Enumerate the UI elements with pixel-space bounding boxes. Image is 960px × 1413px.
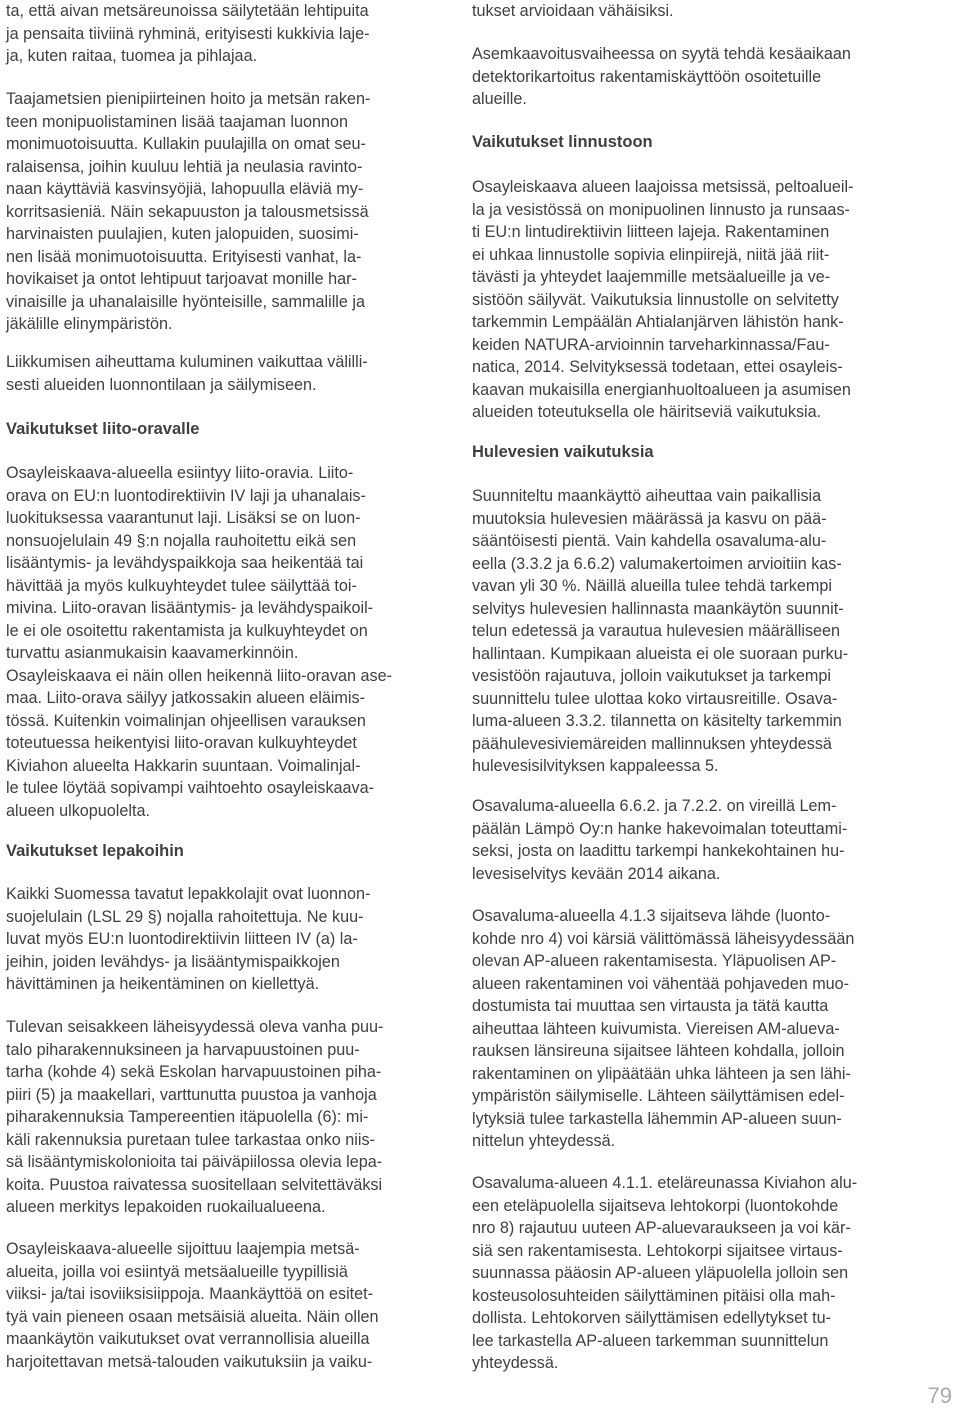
paragraph [6,883,426,996]
section-heading-bats [6,840,426,863]
paragraph [6,1238,426,1373]
paragraph-text: ta, että aivan metsäreunoissa säilytetään lehtipuita ja pensaita tiiviinä ryhminä, erityisesti kukkivia laje- ja, kuten raitaa, tuomea ja pihlajaa. [6,2,370,65]
section-heading-text: Hulevesien vaikutuksia [472,443,654,461]
paragraph [472,795,904,885]
paragraph-text: Osavaluma-alueella 6.6.2. ja 7.2.2. on vireillä Lem- päälän Lämpö Oy:n hanke hakevoimalan toteuttami- seksi, josta on laadittu tarkempi hankekohtainen hu- levesiselvitys kevään 2014 aikana. [472,797,848,883]
section-heading-flying-squirrel [6,418,426,441]
paragraph-text: tukset arvioidaan vähäisiksi. [472,2,674,20]
paragraph-text: Taajametsien pienipiirteinen hoito ja metsän raken- teen monipuolistaminen lisää taajaman luonnon monimuotoisuutta. Kullakin puulajilla on omat seu- ralaisensa, joihin kuuluu lehtiä ja neulasia ravinto- naan käyttäviä kasvinsyöjiä, lahopuulla eläviä my- korritsasieniä. Näin sekapuuston ja talousmetsissä harvinaisten puulajien, kuten jalopuiden, suosimi- nen lisää monimuotoisuutta. Erityisesti vanhat, la- hovikaiset ja ontot lehtipuut tarjoavat monille har- vinaisille ja uhanalaisille hyönteisille, sammalille ja jäkälille elinympäristön. [6,90,371,333]
paragraph [6,0,426,68]
section-heading-stormwater [472,441,904,464]
section-heading-text: Vaikutukset lepakoihin [6,842,184,860]
paragraph [6,351,426,396]
paragraph-text: Asemkaavoitusvaiheessa on syytä tehdä kesäaikaan detektorikartoitus rakentamiskäyttöön osoitetuille alueille. [472,45,851,108]
section-heading-birds [472,131,904,154]
paragraph [472,0,904,23]
paragraph [472,176,904,424]
paragraph-text: Tulevan seisakkeen läheisyydessä oleva vanha puu- talo piharakennuksineen ja harvapuustoinen puu- tarha (kohde 4) sekä Eskolan harvapuustoinen piha- piiri (5) ja maakellari, varttunutta puustoa ja vanhoja piharakennuksia Tampereentien itäpuolella (6): mi- käli rakennuksia puretaan tulee tarkastaa onko niis- sä lisääntymiskolonioita tai päiväpiilossa olevia lepa- koita. Puustoa raivatessa suositellaan selvitettäväksi alueen merkitys lepakoiden ruokailualueena. [6,1018,384,1216]
paragraph [6,88,426,336]
paragraph-text: Liikkumisen aiheuttama kuluminen vaikuttaa välilli- sesti alueiden luonnontilaan ja säilymiseen. [6,353,368,394]
paragraph-text: Osavaluma-alueen 4.1.1. eteläreunassa Kiviahon alu- een eteläpuolella sijaitseva lehtokorpi (luontokohde nro 8) rajautuu uuteen AP-aluevaraukseen ja voi kär- siä sen rakentamisesta. Lehtokorpi sijaitsee virtaus- suunnassa pääosin AP-alueen yläpuolella jolloin sen kosteusolosuhteiden säilyttäminen pitäisi olla mah- dollista. Lehtokorven säilyttämisen edellytykset tu- lee tarkastella AP-alueen tarkemman suunnittelun yhteydessä. [472,1174,858,1372]
section-heading-text: Vaikutukset liito-oravalle [6,420,200,438]
paragraph-text: Osayleiskaava-alueella esiintyy liito-oravia. Liito- orava on EU:n luontodirektiivin IV laji ja uhanalais- luokituksessa vaarantunut laji. Lisäksi se on luon- nonsuojelulain 49 §:n nojalla rauhoitettu eikä sen lisääntymis- ja levähdyspaikkoja saa heikentää tai hävittää ja myös kulkuyhteydet tulee säilyttää toi- mivina. Liito-oravan lisääntymis- ja levähdyspaikoil- le ei ole osoitettu rakentamista ja kulkuyhteydet on turvattu asianmukaisin kaavamerkinnöin. Osayleiskaava ei näin ollen heikennä liito-oravan ase- maa. Liito-orava säilyy jatkossakin alueen eläimis- tössä. Kuitenkin voimalinjan ohjeellisen varauksen toteutuessa heikentyisi liito-oravan kulkuyhteydet Kiviahon alueelta Hakkarin suuntaan. Voimalinjal- le tulee löytää sopivampi vaihtoehto osayleiskaava- alueen ulkopuolelta. [6,464,393,820]
paragraph [472,485,904,778]
section-heading-text: Vaikutukset linnustoon [472,133,653,151]
paragraph-text: Kaikki Suomessa tavatut lepakkolajit ovat luonnon- suojelulain (LSL 29 §) nojalla rahoitettuja. Ne kuu- luvat myös EU:n luontodirektiivin liitteen IV (a) la- jeihin, joiden levähdys- ja lisääntymispaikkojen hävittäminen ja heikentäminen on kiellettyä. [6,885,371,993]
paragraph [6,1016,426,1219]
paragraph [6,462,426,822]
paragraph-text: Suunniteltu maankäyttö aiheuttaa vain paikallisia muutoksia hulevesien määrässä ja kasvu on pää- sääntöisesti pientä. Vain kahdella osavaluma-alu- eella (3.3.2 ja 6.6.2) valumakertoimen arvioitiin kas- vavan yli 30 %. Näillä alueilla tulee tehdä tarkempi selvitys hulevesien hallinnasta maankäytön suunnit- telun edetessä ja varautua hulevesien määrälliseen hallintaan. Kumpikaan alueista ei ole suoraan purku- vesistöön rajautuva, jolloin vaikutukset ja tarkempi suunnittelu tulee ulottaa koko virtausreitille. Osava- luma-alueen 3.3.2. tilannetta on käsitelty tarkemmin päähulevesiviemäreiden mallinnuksen yhteydessä hulevesisilvityksen kappaleessa 5. [472,487,849,775]
paragraph [472,905,904,1153]
paragraph [472,1172,904,1375]
paragraph-text: Osayleiskaava alueen laajoissa metsissä, peltoalueil- la ja vesistössä on monipuolinen linnusto ja runsaas- ti EU:n lintudirektiivin liitteen lajeja. Rakentaminen ei uhkaa linnustolle sopivia elinpiirejä, niitä jää riit- tävästi ja yhteydet laajemmille metsäalueille ja ve- sistöön säilyvät. Vaikutuksia linnustolle on selvitetty tarkemmin Lempäälän Ahtialanjärven lähistön hank- keiden NATURA-arvioinnin tarveharkinnassa/Fau- natica, 2014. Selvityksessä todetaan, ettei osayleis- kaavan mukaisilla energianhuoltoalueen ja asumisen alueiden toteutuksella ole häiritseviä vaikutuksia. [472,178,854,421]
paragraph [472,43,904,111]
page-number: 79 [927,1383,952,1408]
paragraph-text: Osavaluma-alueella 4.1.3 sijaitseva lähde (luonto- kohde nro 4) voi kärsiä välittömässä läheisyydessään olevan AP-alueen rakentamisesta. Yläpuolisen AP- alueen rakentaminen voi vähentää pohjaveden muo- dostumista tai muuttaa sen virtausta ja tätä kautta aiheuttaa lähteen kuivumista. Viereisen AM-alueva- rauksen länsireuna sijaitsee lähteen kohdalla, jolloin rakentaminen on ylipäätään uhka lähteen ja sen lähi- ympäristön säilymiselle. Lähteen säilyttämisen edel- lytyksiä tulee tarkastella lähemmin AP-alueen suun- nittelun yhteydessä. [472,907,855,1150]
paragraph-text: Osayleiskaava-alueelle sijoittuu laajempia metsä- alueita, joilla voi esiintyä metsäalueille tyypillisiä viiksi- ja/tai isoviiksisiippoja. Maankäyttöä on esitet- tyä vain pieneen osaan metsäisiä alueita. Näin ollen maankäytön vaikutukset ovat verrannollisia alueilla harjoitettavan metsä-talouden vaikutuksiin ja vaiku- [6,1240,379,1371]
